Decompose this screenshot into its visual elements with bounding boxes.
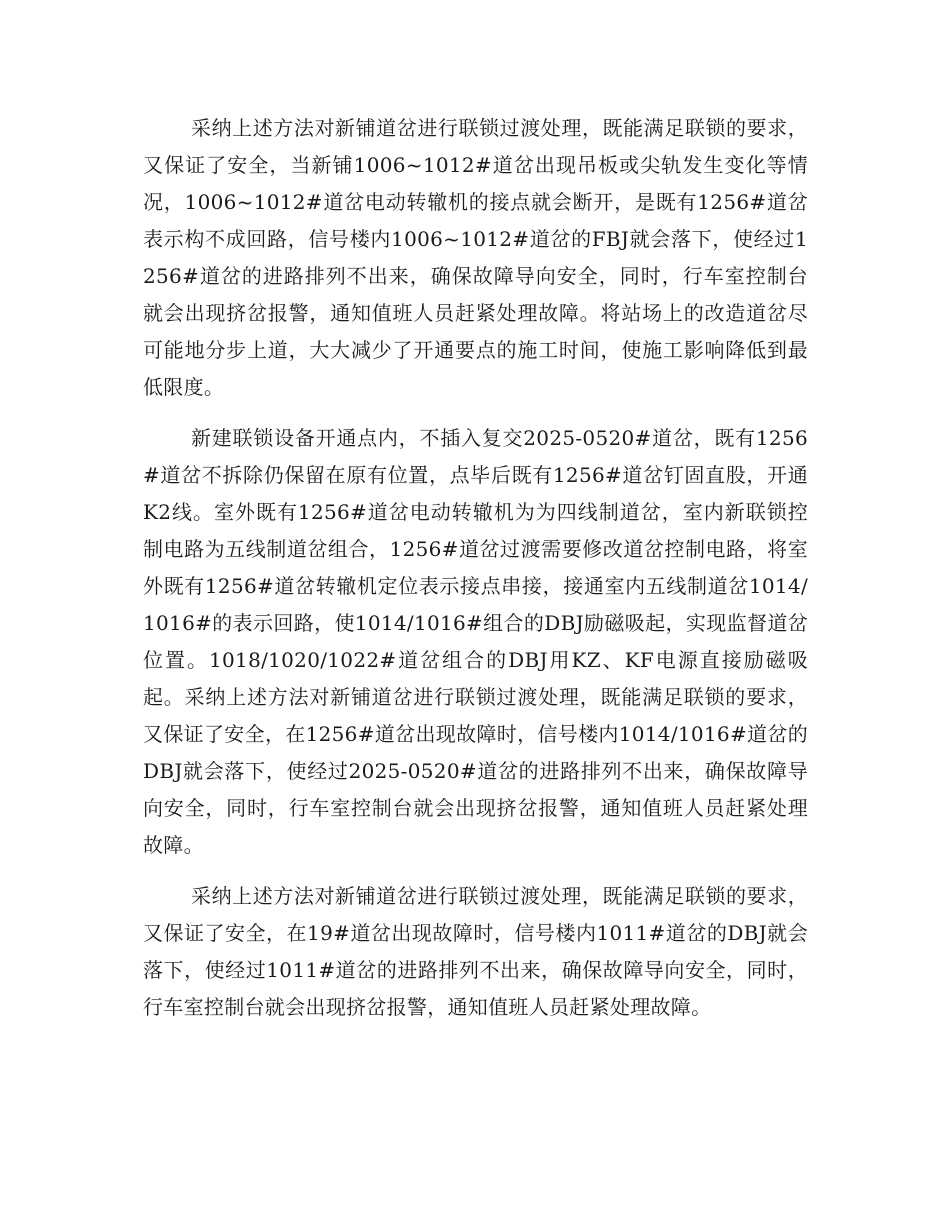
document-body	[143, 110, 808, 1040]
paragraph-2: 新建联锁设备开通点内，不插入复交2025-0520#道岔，既有1256#道岔不拆除仍保留在原有位置，点毕后既有1256#道岔钉固直股，开通K2线。室外既有1256#道岔电动转辙机为为四线制道岔，室内新联锁控制电路为五线制道岔组合，1256#道岔过渡需要修改道岔控制电路，将室外既有1256#道岔转辙机定位表示接点串接，接通室内五线制道岔1014/1016#的表示回路，使1014/1016#组合的DBJ励磁吸起，实现监督道岔位置。1018/1020/1022#道岔组合的DBJ用KZ、KF电源直接励磁吸起。采纳上述方法对新铺道岔进行联锁过渡处理，既能满足联锁的要求，又保证了安全，在1256#道岔出现故障时，信号楼内1014/1016#道岔的DBJ就会落下，使经过2025-0520#道岔的进路排列不出来，确保故障导向安全，同时，行车室控制台就会出现挤岔报警，通知值班人员赶紧处理故障。	[143, 426, 808, 857]
paragraph-3: 采纳上述方法对新铺道岔进行联锁过渡处理，既能满足联锁的要求，又保证了安全，在19#道岔出现故障时，信号楼内1011#道岔的DBJ就会落下，使经过1011#道岔的进路排列不出来，确保故障导向安全，同时，行车室控制台就会出现挤岔报警，通知值班人员赶紧处理故障。	[143, 884, 808, 1019]
paragraph-1: 采纳上述方法对新铺道岔进行联锁过渡处理，既能满足联锁的要求，又保证了安全，当新铺1006~1012#道岔出现吊板或尖轨发生变化等情况，1006~1012#道岔电动转辙机的接点就会断开，是既有1256#道岔表示构不成回路，信号楼内1006~1012#道岔的FBJ就会落下，使经过1256#道岔的进路排列不出来，确保故障导向安全，同时，行车室控制台就会出现挤岔报警，通知值班人员赶紧处理故障。将站场上的改造道岔尽可能地分步上道，大大减少了开通要点的施工时间，使施工影响降低到最低限度。	[143, 116, 808, 399]
